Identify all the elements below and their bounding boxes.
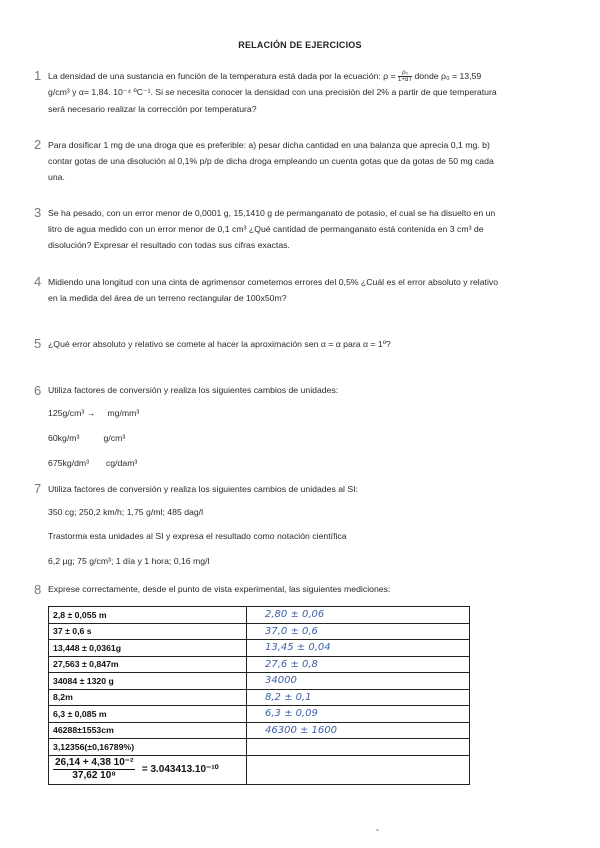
handwritten-answer-cell[interactable]: 34000 bbox=[247, 673, 470, 690]
measurement-cell: 27,563 ± 0,847m bbox=[49, 656, 247, 673]
exercise-6-line-1: Utiliza factores de conversión y realiza los siguientes cambios de unidades: bbox=[48, 385, 339, 395]
exercise-3-line-3: disolución? Expresar el resultado con todas sus cifras exactas. bbox=[48, 240, 290, 250]
fraction-answer-cell bbox=[247, 755, 470, 784]
handwritten-answer-cell[interactable]: 8,2 ± 0,1 bbox=[247, 689, 470, 706]
exercise-1-line-2: g/cm³ y α= 1,84. 10⁻⁴ ºC⁻¹. Si se necesita conocer la densidad con una precisión del 2% a partir de que temperatura bbox=[48, 87, 497, 97]
fraction-expression: $\frac{\text{26,14 + 4,38 10⁻²}}{\text{37,62 10⁸}}$ bbox=[55, 757, 134, 781]
measurement-cell: 8,2m bbox=[49, 689, 247, 706]
measurement-cell: 34084 ± 1320 g bbox=[49, 673, 247, 690]
exercise-1-line-1: La densidad de una sustancia en función de la temperatura está dada por la ecuación: ρ = $\frac{\text{ρ₀}}{1+\alpha T}$ donde ρ₀ = 13,59 bbox=[48, 70, 482, 83]
handwritten-answer-cell[interactable]: 37,0 ± 0,6 bbox=[247, 623, 470, 640]
exercise-number-2: 2 bbox=[34, 137, 42, 152]
measurements-table bbox=[48, 606, 470, 785]
table-row bbox=[49, 656, 470, 673]
exercise-7-line-3: Trastorma esta unidades al SI y expresa el resultado como notación científica bbox=[48, 531, 347, 541]
exercise-4-line-2: en la medida del área de un terreno rectangular de 100x50m? bbox=[48, 293, 287, 303]
measurement-cell: 3,12356(±0,16789%) bbox=[49, 739, 247, 756]
handwritten-answer-cell[interactable]: 2,80 ± 0,06 bbox=[247, 607, 470, 624]
exercise-3-line-2: litro de agua medido con un error menor de 0,1 cm³ ¿Qué cantidad de permanganato está contenida en 3 cm³ de bbox=[48, 224, 484, 234]
table-row bbox=[49, 673, 470, 690]
exercise-number-6: 6 bbox=[34, 383, 42, 398]
table-row bbox=[49, 623, 470, 640]
exercise-7-line-2: 350 cg; 250,2 km/h; 1,75 g/ml; 485 dag/l bbox=[48, 507, 204, 517]
fraction-result: = 3.043413.10⁻¹⁰ bbox=[141, 763, 219, 775]
table-row bbox=[49, 706, 470, 723]
exercise-number-8: 8 bbox=[34, 582, 42, 597]
fraction-cell bbox=[49, 755, 247, 784]
exercise-1-line-3: será necesario realizar la corrección por temperatura? bbox=[48, 104, 257, 114]
table-row bbox=[49, 607, 470, 624]
exercise-2-line-1: Para dosificar 1 mg de una droga que es preferible: a) pesar dicha cantidad en una balanza que aprecia 0,1 mg. b) bbox=[48, 140, 490, 150]
measurement-cell: 37 ± 0,6 s bbox=[49, 623, 247, 640]
exercise-3-line-1: Se ha pesado, con un error menor de 0,0001 g, 15,1410 g de permanganato de potasio, el cual se ha disuelto en un bbox=[48, 208, 496, 218]
density-formula: $\frac{\text{ρ₀}}{1+\alpha T}$ bbox=[398, 70, 413, 83]
exercise-7-line-4: 6,2 μg; 75 g/cm³; 1 día y 1 hora; 0,16 mg/l bbox=[48, 556, 210, 566]
exercise-8-line-1: Exprese correctamente, desde el punto de vista experimental, las siguientes mediciones: bbox=[48, 584, 391, 594]
fraction-row bbox=[49, 755, 470, 784]
unit-conversion-1: 125g/cm³ → mg/mm³ bbox=[48, 408, 140, 418]
unit-conversion-2: 60kg/m³ g/cm³ bbox=[48, 433, 126, 443]
handwritten-answer-cell[interactable]: 46300 ± 1600 bbox=[247, 722, 470, 739]
exercise-number-7: 7 bbox=[34, 481, 42, 496]
exercise-number-1: 1 bbox=[34, 68, 42, 83]
table-row bbox=[49, 640, 470, 657]
exercise-number-5: 5 bbox=[34, 336, 42, 351]
handwritten-answer-cell[interactable] bbox=[247, 739, 470, 756]
exercise-7-line-1: Utiliza factores de conversión y realiza los siguientes cambios de unidades al SI: bbox=[48, 484, 359, 494]
exercise-number-4: 4 bbox=[34, 274, 42, 289]
exercise-2-line-3: una. bbox=[48, 172, 65, 182]
measurement-cell: 46288±1553cm bbox=[49, 722, 247, 739]
table-row bbox=[49, 739, 470, 756]
measurement-cell: 6,3 ± 0,085 m bbox=[49, 706, 247, 723]
handwritten-answer-cell[interactable]: 27,6 ± 0,8 bbox=[247, 656, 470, 673]
exercise-2-line-2: contar gotas de una disolución al 0,1% p/p de dicha droga empleando un cuenta gotas que da gotas de 50 mg cada bbox=[48, 156, 494, 166]
exercise-5-line-1: ¿Qué error absoluto y relativo se comete al hacer la aproximación sen α = α para α = 1º? bbox=[48, 339, 391, 349]
page-title: RELACIÓN DE EJERCICIOS bbox=[238, 40, 362, 50]
handwritten-answer-cell[interactable]: 13,45 ± 0,04 bbox=[247, 640, 470, 657]
unit-conversion-3: 675kg/dm³ cg/dam³ bbox=[48, 458, 138, 468]
measurement-cell: 13,448 ± 0,0361g bbox=[49, 640, 247, 657]
handwritten-answer-cell[interactable]: 6,3 ± 0,09 bbox=[247, 706, 470, 723]
measurement-cell: 2,8 ± 0,055 m bbox=[49, 607, 247, 624]
table-row bbox=[49, 722, 470, 739]
exercise-4-line-1: Midiendo una longitud con una cinta de agrimensor cometemos errores del 0,5% ¿Cuál es el error absoluto y relativo bbox=[48, 277, 499, 287]
exercise-number-3: 3 bbox=[34, 205, 42, 220]
table-row bbox=[49, 689, 470, 706]
scan-speck bbox=[376, 829, 379, 831]
